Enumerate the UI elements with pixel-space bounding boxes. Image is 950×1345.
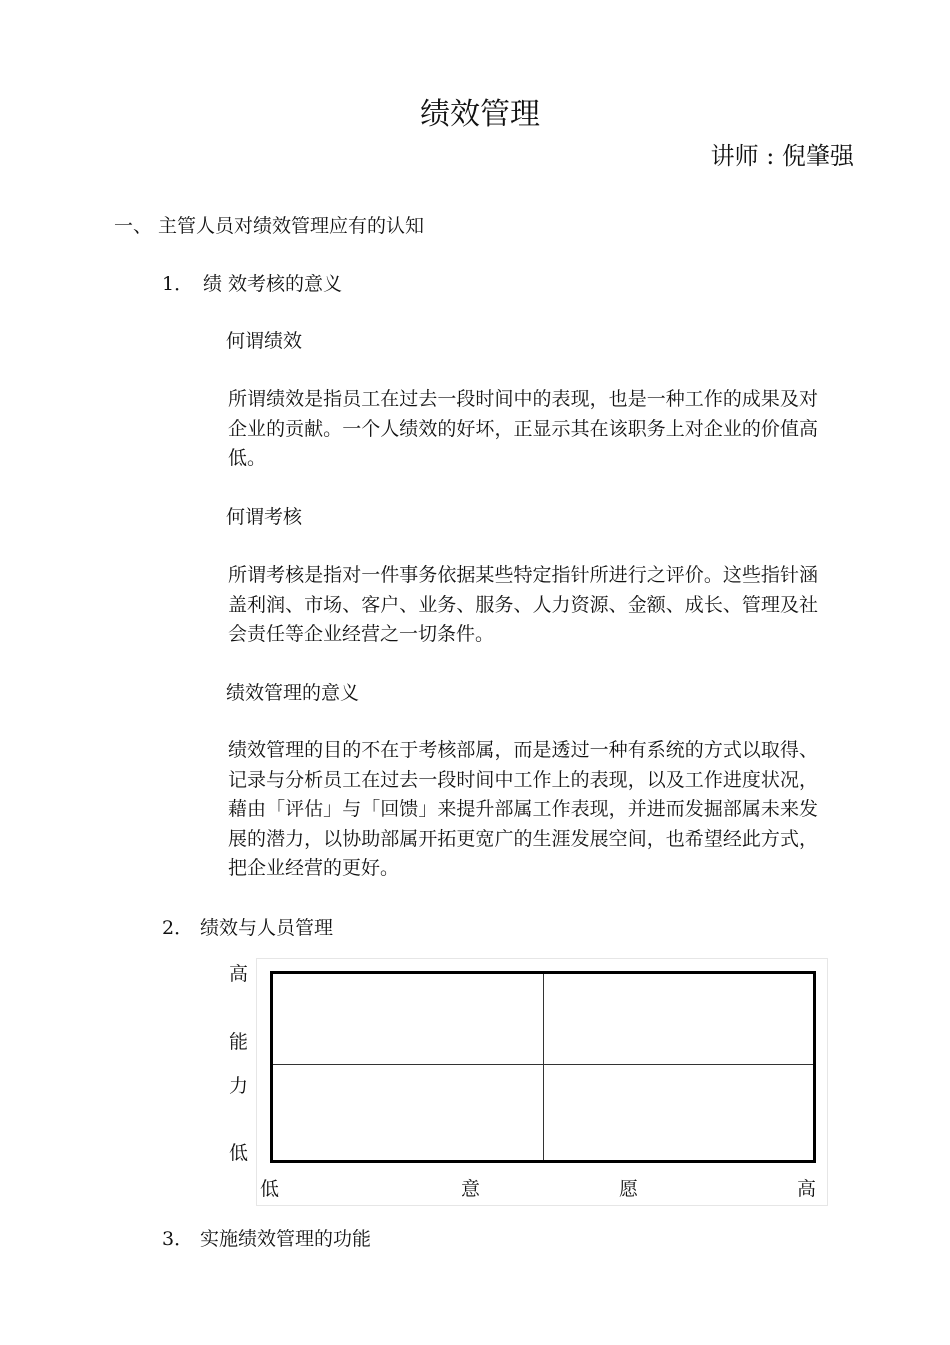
y-axis-label-low: 低	[229, 1142, 249, 1164]
subsection-3-heading: 实施绩效管理的功能	[200, 1228, 372, 1250]
item-text-appraisal: 所谓考核是指对一件事务依据某些特定指针所进行之评价。这些指针涵盖利润、市场、客户、业务、服务、人力资源、金额、成长、管理及社会责任等企业经营之一切条件。	[228, 564, 818, 645]
item-heading-appraisal: 何谓考核	[226, 506, 303, 528]
subsection-1-number: 1．	[162, 273, 194, 295]
section-1-heading: 主管人员对绩效管理应有的认知	[158, 215, 425, 237]
y-axis-label-high: 高	[229, 963, 249, 985]
subsection-1-heading: 绩 效考核的意义	[203, 273, 343, 295]
section-1-number: 一、	[114, 215, 153, 237]
y-axis-label-ability-1: 能	[229, 1031, 249, 1053]
x-axis-label-high: 高	[797, 1178, 817, 1200]
subsection-2-number: 2．	[162, 917, 194, 939]
matrix-horizontal-divider	[273, 1064, 813, 1065]
y-axis-label-ability-2: 力	[229, 1075, 249, 1097]
document-title: 绩效管理	[420, 97, 540, 132]
subsection-3-number: 3．	[162, 1228, 194, 1250]
lecturer-name: 讲师 : 倪肇强	[710, 142, 854, 170]
item-heading-management-meaning: 绩效管理的意义	[226, 682, 360, 704]
item-heading-performance: 何谓绩效	[226, 330, 303, 352]
item-text-performance: 所谓绩效是指员工在过去一段时间中的表现，也是一种工作的成果及对企业的贡献。一个人绩效的好坏，正显示其在该职务上对企业的价值高低。	[228, 388, 818, 469]
matrix-grid	[270, 971, 816, 1163]
x-axis-label-will-1: 意	[461, 1178, 481, 1200]
subsection-2-heading: 绩效与人员管理	[200, 917, 334, 939]
x-axis-label-low: 低	[260, 1178, 280, 1200]
x-axis-label-will-2: 愿	[619, 1178, 639, 1200]
item-text-management-meaning: 绩效管理的目的不在于考核部属，而是透过一种有系统的方式以取得、记录与分析员工在过去一段时间中工作上的表现，以及工作进度状况，藉由「评估」与「回馈」来提升部属工作表现，并进而发掘部属未来发展的潜力，以协助部属开拓更宽广的生涯发展空间，也希望经此方式，把企业经营的更好。	[228, 739, 818, 879]
matrix-vertical-divider	[543, 974, 544, 1160]
